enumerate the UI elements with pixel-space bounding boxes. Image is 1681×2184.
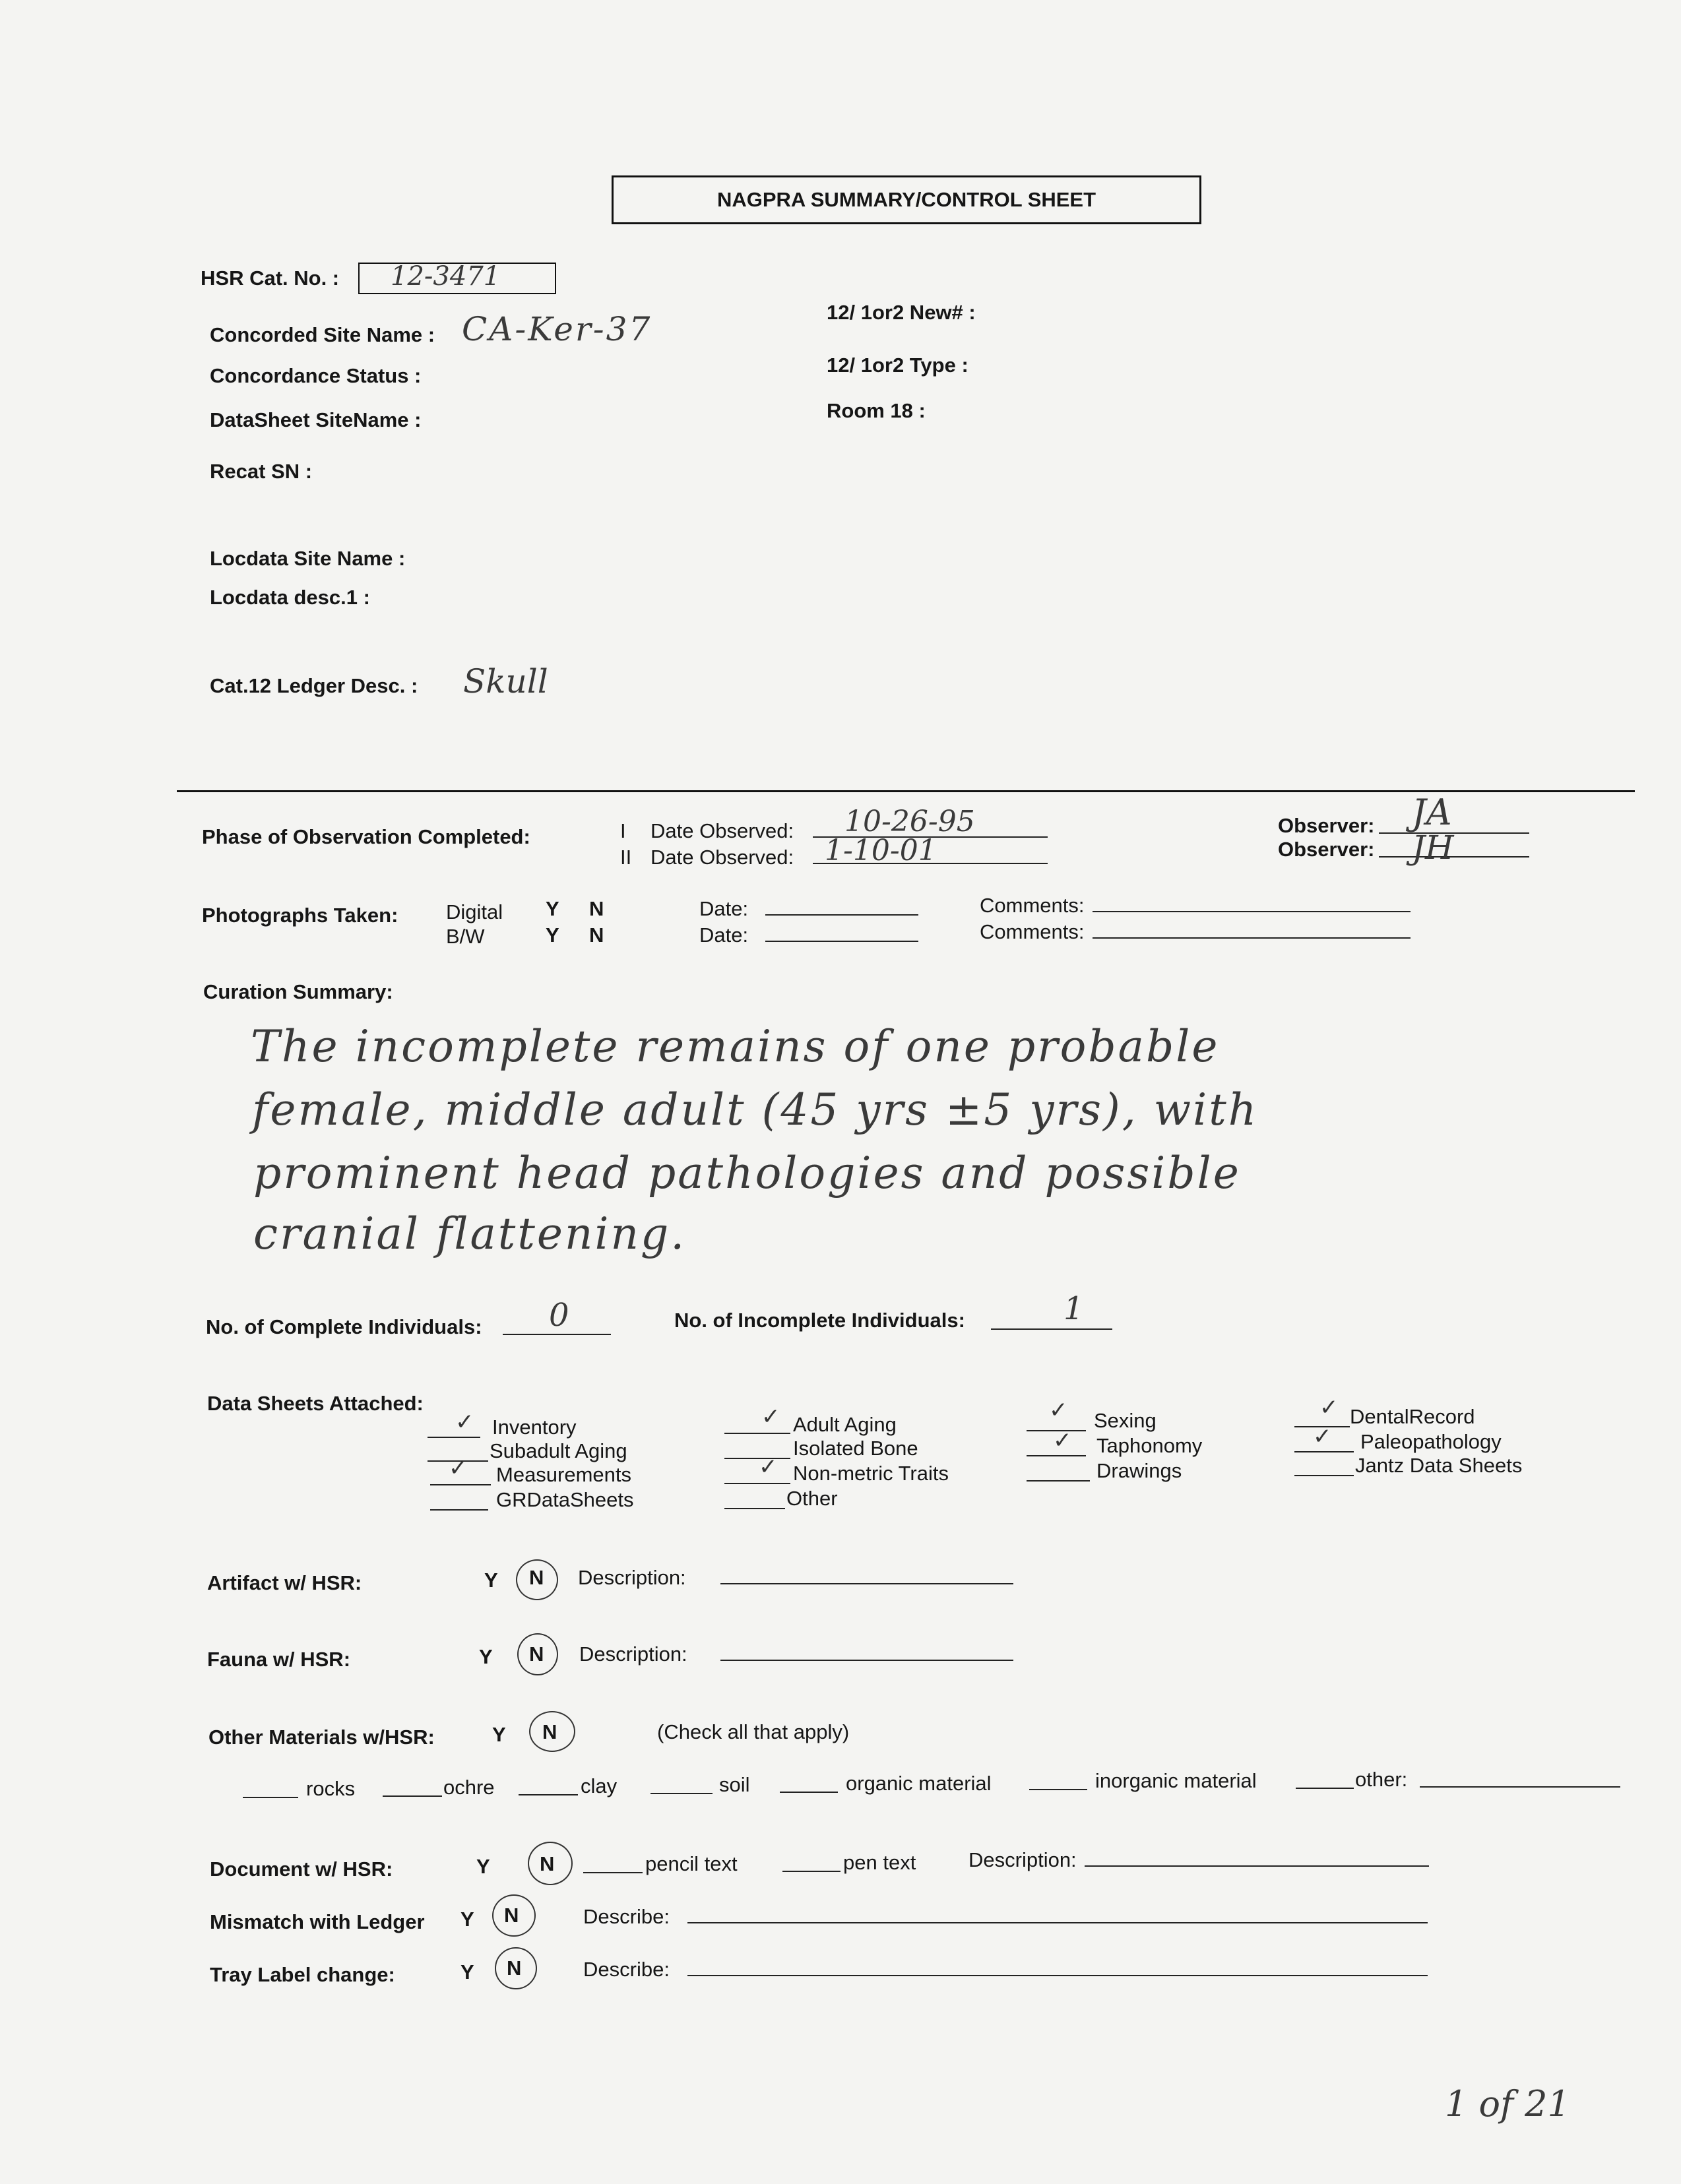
material-ochre-checkbox[interactable] <box>383 1795 442 1797</box>
concorded-site-name-label: Concorded Site Name : <box>210 323 435 346</box>
phase-label: Phase of Observation Completed: <box>202 825 530 848</box>
photo-comments-label-1: Comments: <box>980 894 1085 917</box>
concordance-status-label: Concordance Status : <box>210 364 422 387</box>
sexing-check-mark: ✓ <box>1049 1397 1068 1423</box>
tray-label-y[interactable]: Y <box>460 1960 474 1983</box>
material-clay-label: clay <box>581 1774 618 1797</box>
datasheet-isolated-bone-checkbox[interactable] <box>724 1458 790 1459</box>
other-materials-note: (Check all that apply) <box>657 1720 850 1743</box>
material-other-checkbox[interactable] <box>1296 1788 1354 1789</box>
other-materials-n[interactable]: N <box>542 1720 557 1743</box>
recat-sn-label: Recat SN : <box>210 460 313 483</box>
material-inorganic-label: inorganic material <box>1095 1769 1257 1792</box>
complete-individuals-value: 0 <box>549 1297 569 1334</box>
material-inorganic-checkbox[interactable] <box>1029 1789 1087 1790</box>
mismatch-describe-label: Describe: <box>583 1905 670 1928</box>
mismatch-label: Mismatch with Ledger <box>210 1910 425 1933</box>
material-organic-label: organic material <box>846 1772 992 1795</box>
paleopathology-check-mark: ✓ <box>1313 1423 1332 1450</box>
photo-date-label-2: Date: <box>699 923 749 947</box>
hsr-cat-no-label: HSR Cat. No. : <box>201 266 340 290</box>
datasheet-grdatasheets-label: GRDataSheets <box>496 1488 634 1511</box>
material-soil-checkbox[interactable] <box>650 1793 713 1794</box>
datasheet-paleopathology-checkbox[interactable] <box>1294 1451 1354 1452</box>
document-pencil-checkbox[interactable] <box>583 1872 643 1873</box>
datasheet-drawings-label: Drawings <box>1096 1459 1182 1482</box>
artifact-label: Artifact w/ HSR: <box>207 1571 362 1594</box>
photo-comments1-field[interactable] <box>1093 911 1411 912</box>
datasheet-sitename-label: DataSheet SiteName : <box>210 408 422 431</box>
tray-label-n[interactable]: N <box>507 1956 522 1980</box>
material-other-field[interactable] <box>1420 1786 1620 1788</box>
material-other-label: other: <box>1355 1768 1408 1791</box>
observer1-field[interactable] <box>1379 832 1529 834</box>
fauna-n[interactable]: N <box>529 1642 544 1666</box>
cat12-ledger-desc-value: Skull <box>463 662 548 701</box>
fauna-description-label: Description: <box>579 1642 687 1666</box>
room-label: Room 18 : <box>827 399 926 422</box>
datasheet-jantz-checkbox[interactable] <box>1294 1475 1354 1476</box>
photo-comments2-field[interactable] <box>1093 937 1411 939</box>
material-rocks-label: rocks <box>306 1777 356 1800</box>
date1-value: 10-26-95 <box>844 805 975 838</box>
hsr-cat-no-value: 12-3471 <box>391 261 501 292</box>
artifact-description-field[interactable] <box>720 1583 1013 1584</box>
datasheet-paleopathology-label: Paleopathology <box>1360 1430 1502 1453</box>
artifact-y[interactable]: Y <box>484 1569 498 1592</box>
document-pen-label: pen text <box>843 1851 916 1874</box>
photo-date-label-1: Date: <box>699 897 749 920</box>
datasheet-inventory-label: Inventory <box>492 1416 577 1439</box>
mismatch-n[interactable]: N <box>504 1904 519 1927</box>
observer2-value: JH <box>1412 828 1454 867</box>
type-label: 12/ 1or2 Type : <box>827 354 968 377</box>
form-title: NAGPRA SUMMARY/CONTROL SHEET <box>612 175 1201 224</box>
new-no-label: 12/ 1or2 New# : <box>827 301 976 324</box>
observer-label-1: Observer: <box>1278 814 1375 837</box>
datasheet-taphonomy-checkbox[interactable] <box>1027 1455 1086 1456</box>
inventory-check-mark: ✓ <box>455 1409 474 1435</box>
datasheet-jantz-label: Jantz Data Sheets <box>1355 1454 1523 1477</box>
date-observed-label-2: Date Observed: <box>650 846 794 869</box>
curation-line-3: prominent head pathologies and possible <box>253 1148 1241 1199</box>
material-ochre-label: ochre <box>443 1776 495 1799</box>
phase2-numeral: II <box>620 846 632 869</box>
date-observed-label-1: Date Observed: <box>650 819 794 842</box>
datasheets-label: Data Sheets Attached: <box>207 1392 424 1415</box>
adult-aging-check-mark: ✓ <box>761 1404 780 1430</box>
curation-line-4: cranial flattening. <box>253 1208 687 1259</box>
page-number: 1 of 21 <box>1445 2083 1570 2125</box>
photo-comments-label-2: Comments: <box>980 920 1085 943</box>
fauna-y[interactable]: Y <box>479 1645 493 1668</box>
datasheet-inventory-checkbox[interactable] <box>428 1437 480 1438</box>
concorded-site-name-value: CA-Ker-37 <box>462 310 652 348</box>
datasheet-dentalrecord-label: DentalRecord <box>1350 1405 1475 1428</box>
curation-summary-label: Curation Summary: <box>203 980 393 1003</box>
locdata-desc-label: Locdata desc.1 : <box>210 586 370 609</box>
document-description-label: Description: <box>968 1848 1077 1871</box>
datasheet-adult-aging-label: Adult Aging <box>793 1413 897 1436</box>
curation-line-2: female, middle adult (45 yrs ±5 yrs), with <box>252 1084 1259 1135</box>
material-rocks-checkbox[interactable] <box>243 1797 298 1798</box>
curation-line-1: The incomplete remains of one probable <box>251 1021 1220 1072</box>
photographs-label: Photographs Taken: <box>202 904 398 927</box>
datasheet-adult-aging-checkbox[interactable] <box>724 1433 790 1434</box>
measurements-check-mark: ✓ <box>449 1455 468 1482</box>
mismatch-y[interactable]: Y <box>460 1908 474 1931</box>
datasheet-measurements-checkbox[interactable] <box>430 1484 491 1485</box>
document-pen-checkbox[interactable] <box>782 1871 840 1872</box>
observer1-value: JA <box>1412 792 1452 833</box>
observer2-field[interactable] <box>1379 856 1529 858</box>
incomplete-individuals-field[interactable] <box>991 1328 1112 1330</box>
photo-digital-n[interactable]: N <box>589 897 604 920</box>
tray-label-describe-field[interactable] <box>687 1975 1428 1976</box>
other-materials-label: Other Materials w/HSR: <box>208 1726 435 1749</box>
cat12-ledger-desc-label: Cat.12 Ledger Desc. : <box>210 674 418 697</box>
document-description-field[interactable] <box>1085 1865 1429 1867</box>
other-materials-y[interactable]: Y <box>492 1723 506 1746</box>
incomplete-individuals-label: No. of Incomplete Individuals: <box>674 1309 965 1332</box>
artifact-description-label: Description: <box>578 1566 686 1589</box>
document-pencil-label: pencil text <box>645 1852 738 1875</box>
photo-bw-n[interactable]: N <box>589 923 604 947</box>
datasheet-non-metric-traits-label: Non-metric Traits <box>793 1462 949 1485</box>
photo-bw-y[interactable]: Y <box>546 923 559 947</box>
document-y[interactable]: Y <box>476 1855 490 1878</box>
locdata-site-name-label: Locdata Site Name : <box>210 547 406 570</box>
datasheet-drawings-checkbox[interactable] <box>1027 1480 1090 1482</box>
complete-individuals-label: No. of Complete Individuals: <box>206 1315 482 1338</box>
document-n[interactable]: N <box>540 1852 555 1875</box>
mismatch-describe-field[interactable] <box>687 1922 1428 1923</box>
fauna-description-field[interactable] <box>720 1660 1013 1661</box>
material-clay-checkbox[interactable] <box>519 1794 578 1795</box>
photo-bw-label: B/W <box>446 925 485 948</box>
datasheet-other-label: Other <box>786 1487 838 1510</box>
dentalrecord-check-mark: ✓ <box>1319 1394 1339 1421</box>
tray-label-label: Tray Label change: <box>210 1963 395 1986</box>
datasheet-non-metric-traits-checkbox[interactable] <box>724 1483 790 1484</box>
photo-digital-label: Digital <box>446 900 503 923</box>
taphonomy-check-mark: ✓ <box>1053 1427 1072 1454</box>
incomplete-individuals-value: 1 <box>1063 1290 1084 1327</box>
material-soil-label: soil <box>719 1773 750 1796</box>
datasheet-grdatasheets-checkbox[interactable] <box>430 1509 488 1511</box>
complete-individuals-field[interactable] <box>503 1334 611 1335</box>
artifact-n[interactable]: N <box>529 1566 544 1589</box>
tray-label-describe-label: Describe: <box>583 1958 670 1981</box>
document-label: Document w/ HSR: <box>210 1857 393 1881</box>
material-organic-checkbox[interactable] <box>780 1792 838 1793</box>
observer-label-2: Observer: <box>1278 838 1375 861</box>
photo-date1-field[interactable] <box>765 914 918 916</box>
photo-date2-field[interactable] <box>765 941 918 942</box>
phase1-numeral: I <box>620 819 626 842</box>
photo-digital-y[interactable]: Y <box>546 897 559 920</box>
date2-value: 1-10-01 <box>825 834 937 867</box>
datasheet-taphonomy-label: Taphonomy <box>1096 1434 1203 1457</box>
datasheet-subadult-aging-label: Subadult Aging <box>490 1439 627 1462</box>
datasheet-sexing-label: Sexing <box>1094 1409 1157 1432</box>
datasheet-measurements-label: Measurements <box>496 1463 632 1486</box>
datasheet-isolated-bone-label: Isolated Bone <box>793 1437 918 1460</box>
non-metric-traits-check-mark: ✓ <box>759 1454 778 1480</box>
datasheet-other-checkbox[interactable] <box>724 1508 785 1509</box>
fauna-label: Fauna w/ HSR: <box>207 1648 351 1671</box>
